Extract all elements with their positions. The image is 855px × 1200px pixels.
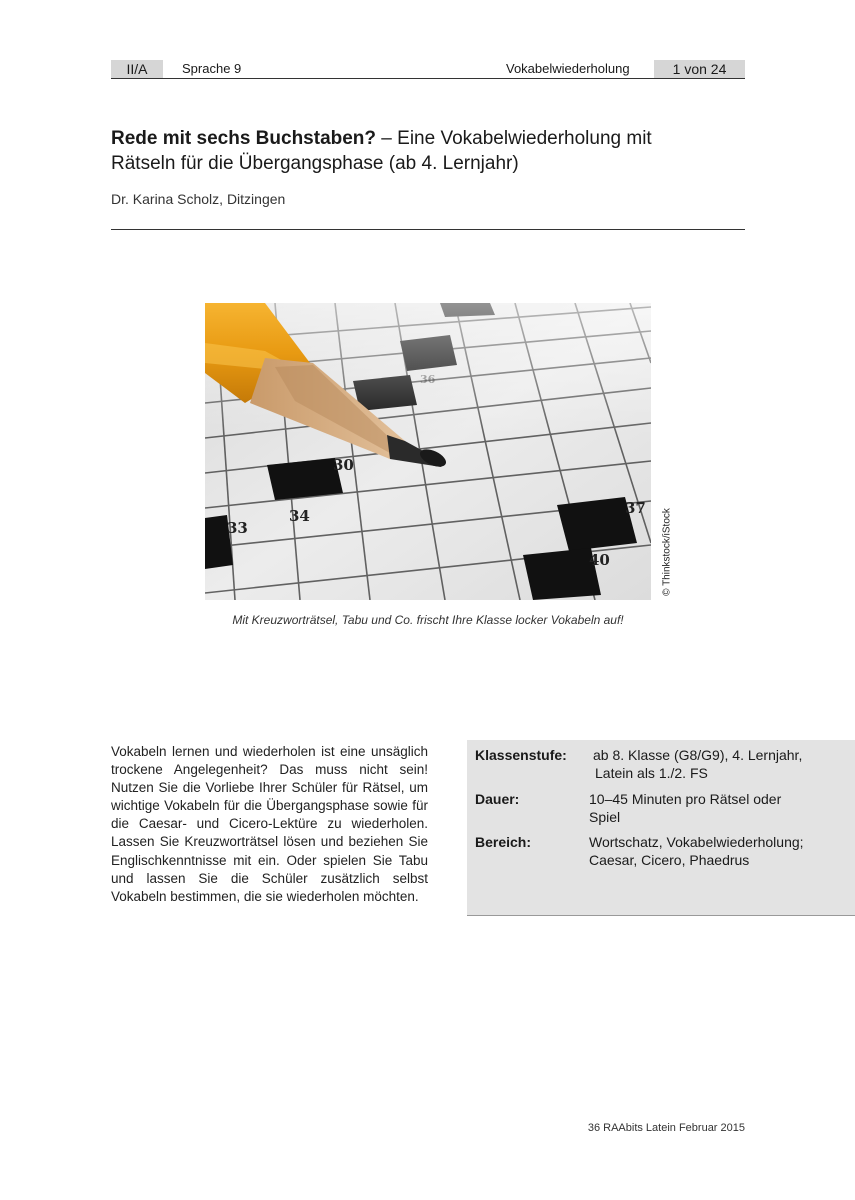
header-divider [111, 78, 745, 79]
page-title [111, 126, 751, 176]
info-box: Klassenstufe: ab 8. Klasse (G8/G9), 4. Lernjahr, Latein als 1./2. FS Dauer: 10–45 Minuten pro Rätsel oder Spiel Bereich: Wortschatz, Vokabelwiederholung; Caesar, Cicero, Phaedrus [467, 740, 855, 916]
author: Dr. Karina Scholz, Ditzingen [111, 191, 286, 207]
title-bold: Rede mit sechs Buchstaben? [111, 128, 377, 149]
photo-credit: © Thinkstock/iStock [661, 508, 673, 596]
topic-label: Vokabelwiederholung [506, 61, 630, 76]
crossword-illustration [205, 303, 651, 600]
title-rest: – Eine Vokabelwiederholung mit [376, 128, 652, 149]
page-counter: 1 von 24 [654, 60, 745, 78]
section-badge: II/A [111, 60, 163, 78]
photo-caption: Mit Kreuzworträtsel, Tabu und Co. frischt Ihre Klasse locker Vokabeln auf! [232, 613, 624, 627]
subject-label: Sprache 9 [182, 61, 242, 76]
intro-paragraph: Vokabeln lernen und wiederholen ist eine unsäglich trockene Angelegenheit? Das muss nicht sein! Nutzen Sie die Vorliebe Ihrer Schüler für Rätsel, um wichtige Vokabeln für die Übergangsphase sowie für die Caesar- und Cicero-Lektüre zu wiederholen. Lassen Sie Kreuzworträtsel lösen und beziehen Sie Englischkenntnisse mit ein. Oder spielen Sie Tabu und lassen Sie die Schüler zusätzlich selbst Vokabeln bestimmen, die sie wiederholen möchten. [111, 744, 428, 904]
title-divider [111, 229, 745, 230]
title-line2: Rätseln für die Übergangsphase (ab 4. Lernjahr) [111, 153, 519, 174]
footer-source: 36 RAAbits Latein Februar 2015 [587, 1122, 745, 1134]
crossword-pencil-photo [205, 303, 651, 600]
